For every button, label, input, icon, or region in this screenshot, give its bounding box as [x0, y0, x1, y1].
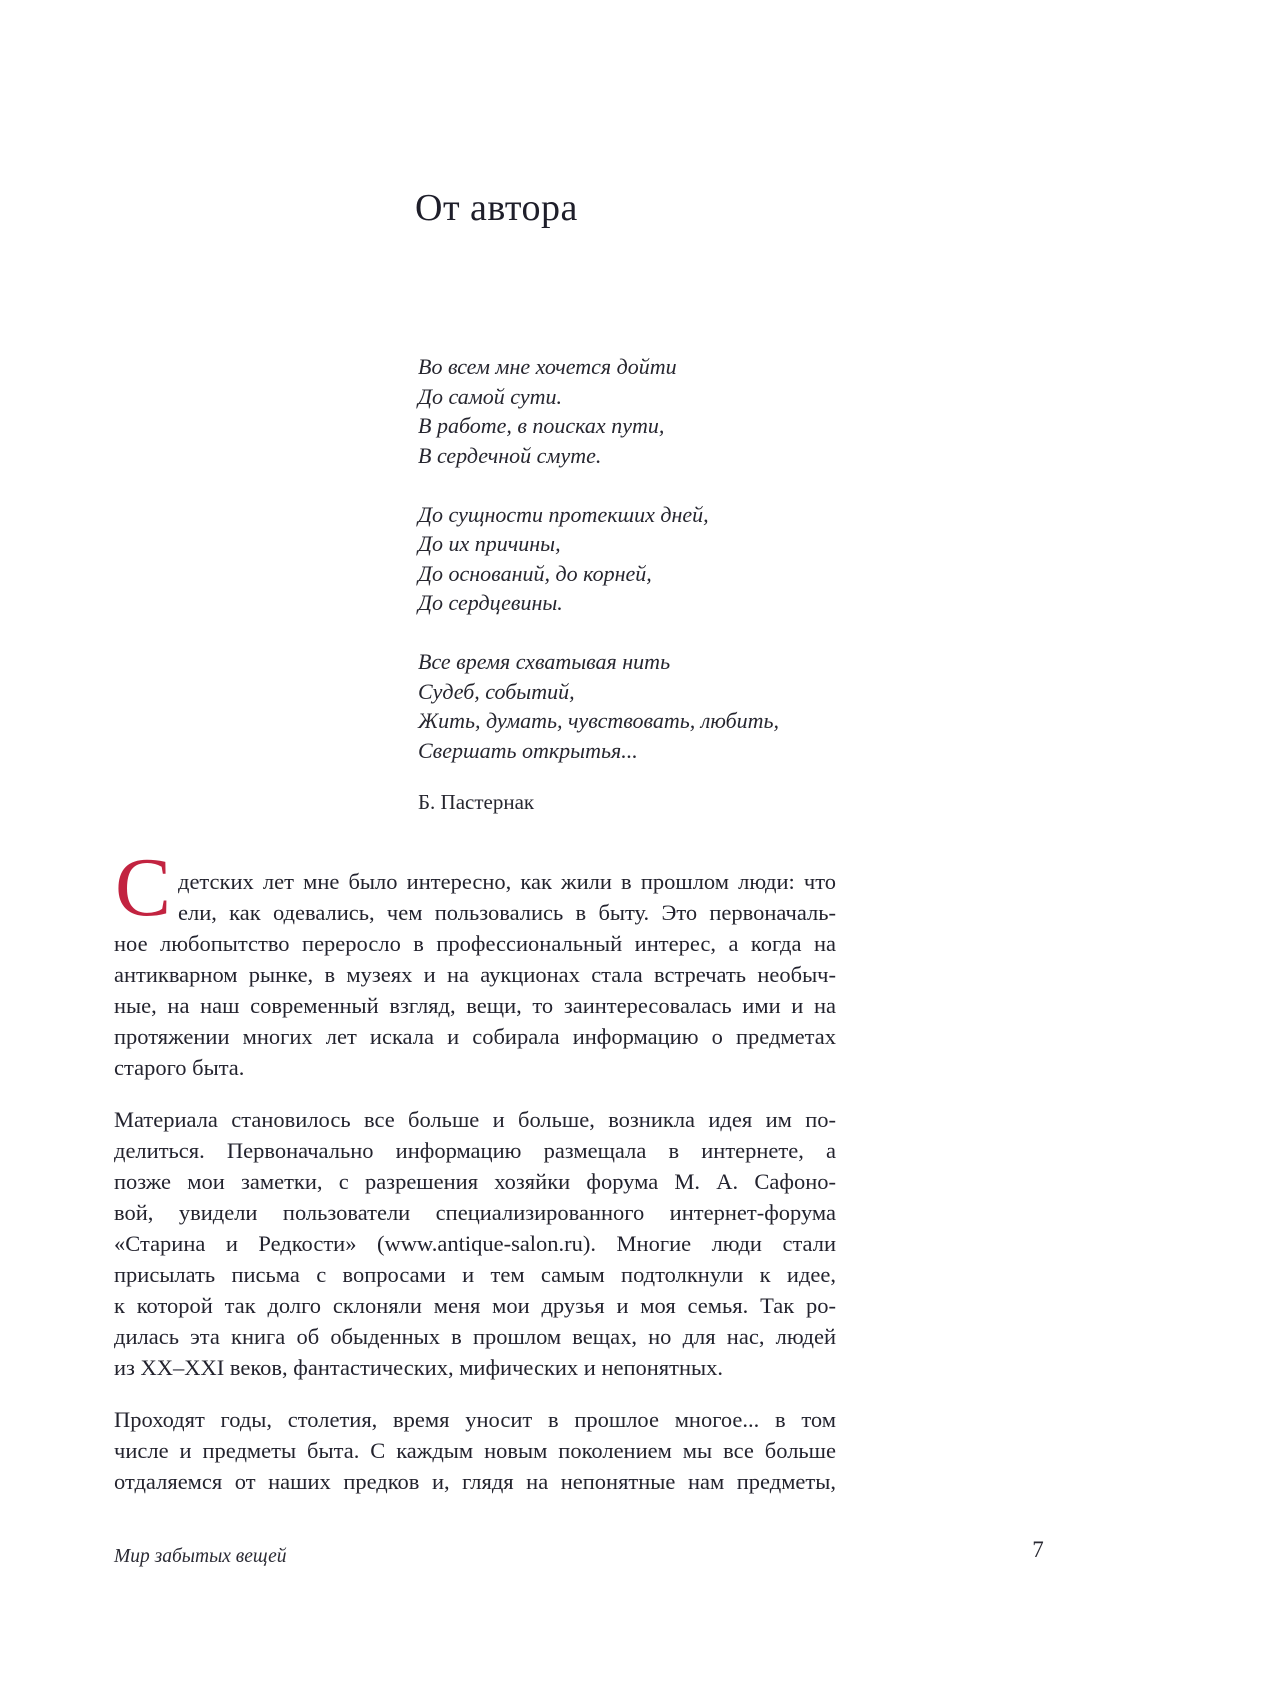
- poem-stanza: [418, 352, 779, 470]
- text-line: Материала становилось все больше и больше, возникла идея им по-: [114, 1107, 836, 1132]
- text-line: протяжении многих лет искала и собирала информацию о предметах: [114, 1024, 836, 1049]
- poem-line: Судеб, событий,: [418, 678, 575, 704]
- poem-stanza: [418, 500, 779, 618]
- poem-line: До оснований, до корней,: [418, 560, 652, 586]
- text-line: отдаляемся от наших предков и, глядя на непонятные нам предметы,: [114, 1469, 836, 1494]
- paragraph: [114, 841, 836, 1083]
- text-line: позже мои заметки, с разрешения хозяйки форума М. А. Сафоно-: [114, 1169, 836, 1194]
- poem-line: До сердцевины.: [418, 590, 563, 615]
- poem-line: Все время схватывая нить: [418, 649, 671, 674]
- footer-page-number: 7: [1032, 1537, 1044, 1562]
- poem-line: До их причины,: [418, 531, 561, 556]
- text-line: ели, как одевались, чем пользовались в быту. Это первоначаль-: [178, 900, 836, 925]
- paragraph: [114, 1404, 836, 1497]
- poem-stanza: [418, 647, 779, 765]
- poem-line: В работе, в поисках пути,: [418, 413, 665, 438]
- body-text: [114, 841, 836, 1497]
- poem-epigraph: [418, 352, 779, 795]
- paragraph: [114, 1104, 836, 1383]
- text-line: Проходят годы, столетия, время уносит в прошлое многое... в том: [114, 1407, 836, 1432]
- text-line: детских лет мне было интересно, как жили в прошлом люди: что: [178, 869, 836, 894]
- poem-line: До самой сути.: [418, 383, 562, 409]
- text-line: «Старина и Редкости» (www.antique-salon.ru). Многие люди стали: [114, 1231, 836, 1256]
- poem-line: В сердечной смуте.: [418, 442, 602, 468]
- text-line: присылать письма с вопросами и тем самым подтолкнули к идее,: [114, 1262, 836, 1287]
- poem-attribution: Б. Пастернак: [418, 790, 535, 814]
- text-line: дилась эта книга об обыденных в прошлом вещах, но для нас, людей: [114, 1324, 836, 1349]
- text-line: из XX–XXI веков, фантастических, мифических и непонятных.: [114, 1355, 724, 1380]
- page-title: От автора: [415, 187, 578, 229]
- poem-line: Свершать открытья...: [418, 737, 638, 763]
- text-line: ное любопытство переросло в профессиональный интерес, а когда на: [114, 931, 836, 956]
- poem-line: До сущности протекших дней,: [418, 501, 709, 527]
- text-line: ные, на наш современный взгляд, вещи, то заинтересовалась ими и на: [114, 993, 836, 1018]
- drop-cap-letter: С: [115, 841, 172, 934]
- text-line: антикварном рынке, в музеях и на аукционах стала встречать необыч-: [114, 962, 836, 987]
- poem-line: Во всем мне хочется дойти: [418, 354, 677, 379]
- poem-line: Жить, думать, чувствовать, любить,: [418, 708, 780, 733]
- text-line: вой, увидели пользователи специализированного интернет-форума: [114, 1200, 836, 1225]
- text-line: к которой так долго склоняли меня мои друзья и моя семья. Так ро-: [114, 1293, 836, 1318]
- text-line: числе и предметы быта. С каждым новым поколением мы все больше: [114, 1438, 836, 1463]
- footer-book-title: Мир забытых вещей: [114, 1546, 287, 1567]
- text-line: делиться. Первоначально информацию размещала в интернете, а: [114, 1138, 836, 1163]
- text-line: старого быта.: [114, 1055, 245, 1080]
